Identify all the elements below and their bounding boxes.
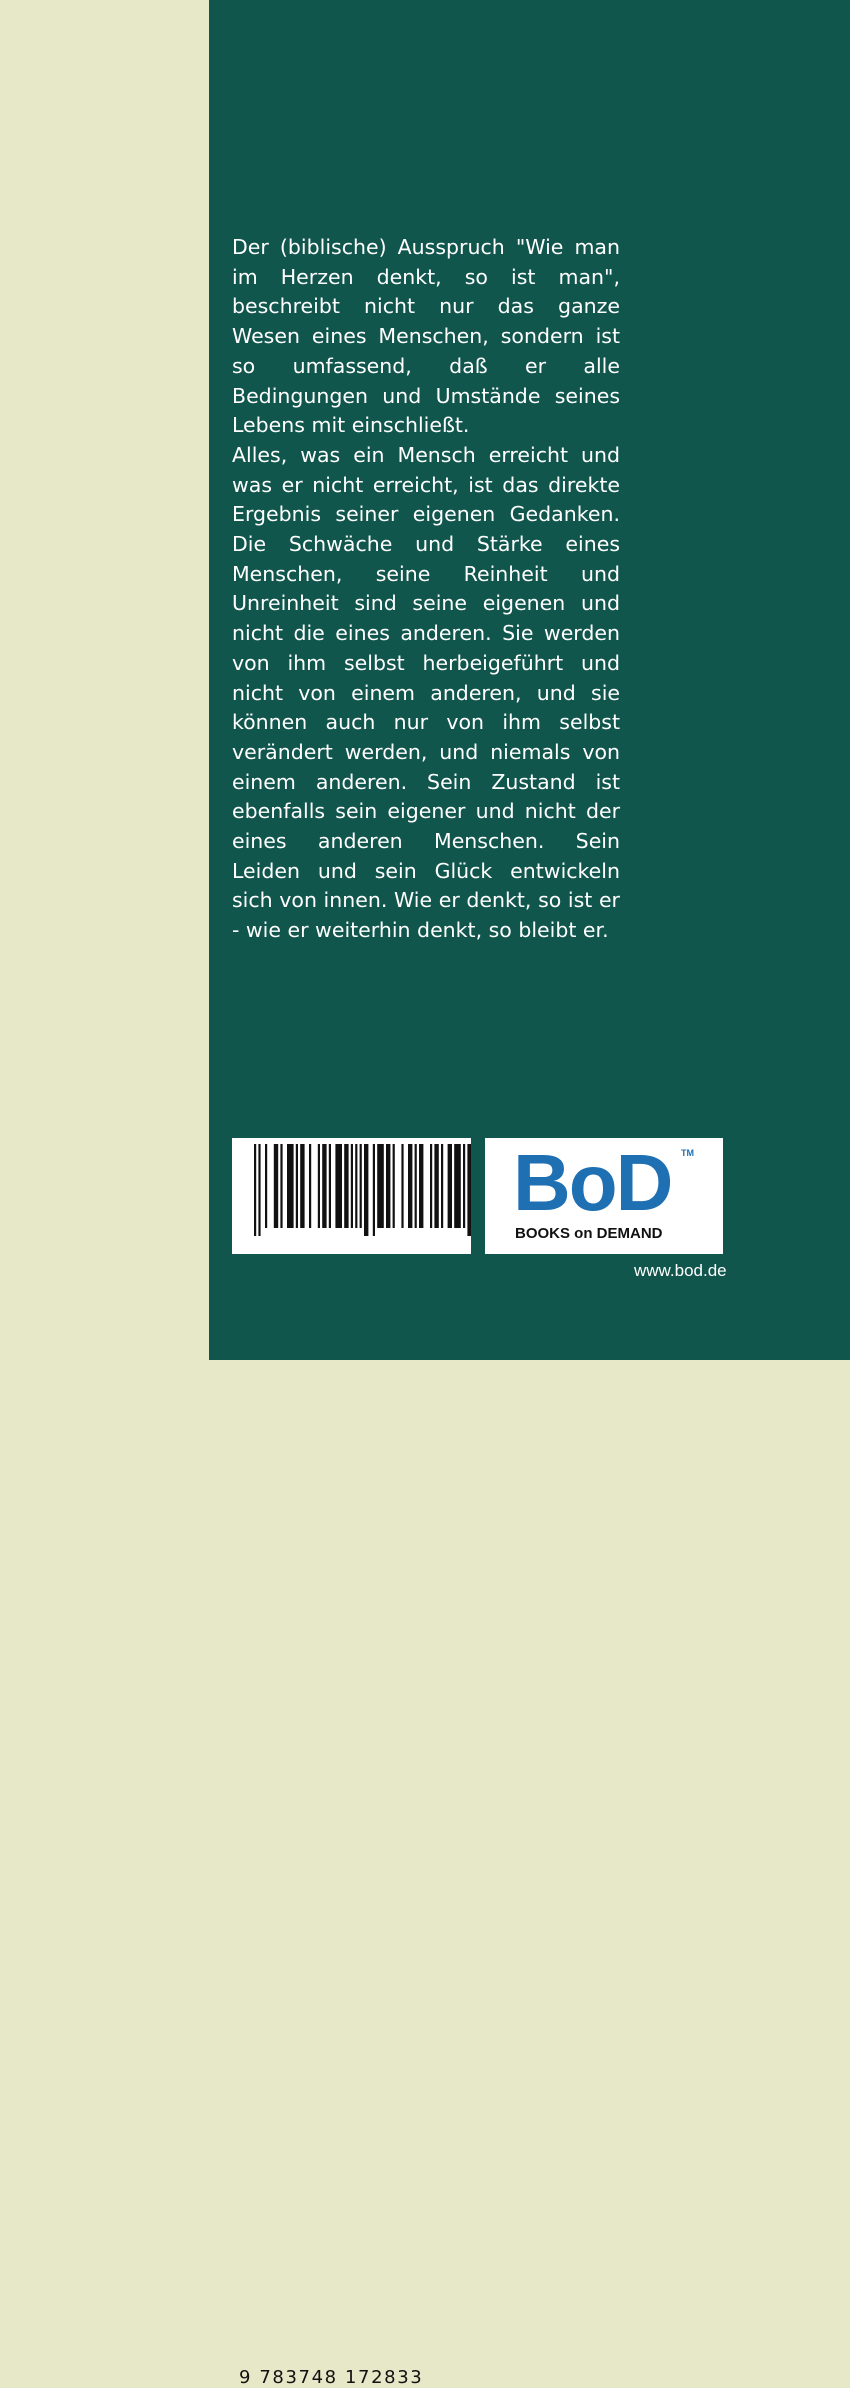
publisher-website: www.bod.de [634,1261,727,1280]
barcode-bar [344,1144,348,1228]
barcode-bar [386,1144,390,1228]
barcode-bar [448,1144,452,1228]
blurb-text [232,233,620,946]
spine-strip [0,0,209,1360]
barcode-bar [467,1144,471,1236]
barcode-bar [364,1144,368,1236]
barcode-bar [454,1144,461,1228]
barcode-bar [463,1144,465,1228]
barcode-bar [419,1144,423,1228]
barcode-bar [318,1144,320,1228]
barcode-bar [360,1144,362,1228]
barcode-bar [441,1144,443,1228]
barcode-bar [434,1144,438,1228]
barcode-bar [408,1144,412,1228]
barcode-bars [232,1138,471,1254]
barcode-bar [329,1144,331,1228]
publisher-tagline: BOOKS on DEMAND [515,1225,663,1242]
blurb-paragraph-2: Alles, was ein Mensch erreicht und was er nicht erreicht, ist das direkte Ergebnis seiner eigenen Gedanken. Die Schwäche und Stärke eines Menschen, seine Reinheit und Unreinheit sind seine eigenen und nicht die eines anderen. Sie werden von ihm selbst herbeigeführt und nicht von einem anderen, und sie können auch nur von ihm selbst verändert werden, und niemals von einem anderen. Sein Zustand ist ebenfalls sein eigener und nicht der eines anderen Menschen. Sein Leiden und sein Glück entwickeln sich von innen. Wie er denkt, so ist er - wie er weiterhin denkt, so bleibt er. [232,442,620,943]
barcode-bar [287,1144,294,1228]
barcode-bar [373,1144,375,1236]
publisher-logo [485,1138,723,1254]
barcode-bar [300,1144,304,1228]
barcode-bar [280,1144,282,1228]
barcode-bar [309,1144,311,1228]
barcode-bar [415,1144,417,1228]
blurb-paragraph-1: Der (biblische) Ausspruch "Wie man im Herzen denkt, so ist man", beschreibt nicht nur das ganze Wesen eines Menschen, sondern ist so umfassend, daß er alle Bedingungen und Umstände seines Lebens mit einschließt. [232,235,620,438]
barcode-bar [296,1144,298,1228]
barcode-bar [258,1144,260,1236]
isbn-barcode [232,1138,471,2388]
barcode-bar [274,1144,278,1228]
barcode-bar [351,1144,353,1228]
barcode-bar [401,1144,403,1228]
barcode-bar [393,1144,395,1228]
barcode-bar [335,1144,342,1228]
isbn-digits: 9 783748 172833 [239,2367,424,2388]
bod-logo-mark: BoD [513,1138,672,1227]
barcode-bar [430,1144,432,1228]
barcode-bar [254,1144,256,1236]
barcode-bar [355,1144,357,1228]
barcode-bar [265,1144,267,1228]
barcode-bar [377,1144,384,1228]
barcode-bar [322,1144,326,1228]
trademark-symbol: TM [681,1148,694,1158]
